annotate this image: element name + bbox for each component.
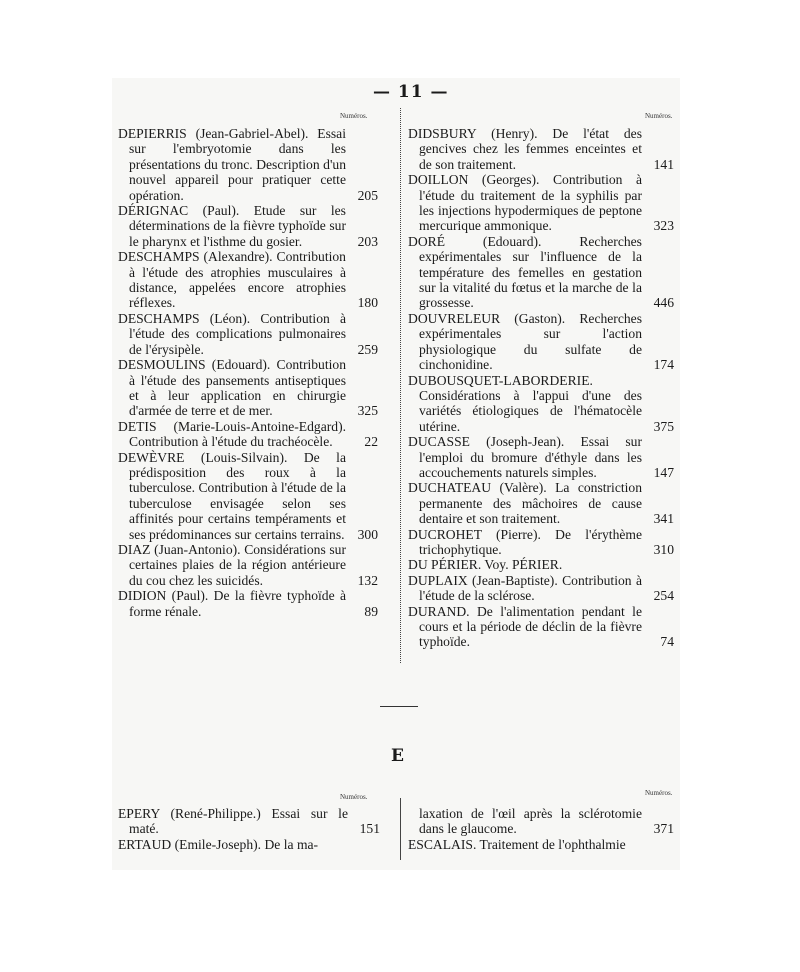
thesis-title: laxation de l'œil après la sclérotomie dans le glaucome.	[419, 806, 642, 837]
thesis-title: Contribution à l'étude de la sclérose.	[419, 572, 642, 604]
cross-reference: Voy. PÉRIER.	[484, 557, 563, 573]
author-name: DU PÉRIER.	[408, 557, 482, 573]
entry-number: 375	[653, 418, 674, 434]
index-entry	[118, 126, 378, 203]
index-entry	[118, 450, 378, 542]
author-name: DETIS (Marie-Louis-Antoine-Edgard).	[118, 418, 346, 434]
index-entry	[118, 311, 378, 357]
thesis-title: Essai sur le maté.	[129, 806, 348, 837]
author-name: DÉRIGNAC (Paul).	[118, 203, 240, 219]
entry-number: 180	[357, 295, 378, 311]
author-name: DESCHAMPS (Alexandre).	[118, 249, 273, 265]
entry-number: 446	[653, 295, 674, 311]
index-entry	[408, 557, 674, 572]
index-entry	[408, 373, 674, 435]
entry-number: 89	[364, 603, 378, 619]
thesis-title: Etude sur les déterminations de la fièvre typhoïde sur le pharynx et l'isthme du gosier.	[129, 203, 346, 249]
thesis-title: De la prédisposition des roux à la tuberculose. Contribution à l'étude de la tuberculose envisagée selon ses affinités pour certains tempéraments et ses prédominances sur certains terrains.	[129, 449, 346, 542]
numeros-label-right-e: Numéros.	[645, 789, 673, 797]
author-name: DUPLAIX (Jean-Baptiste).	[408, 572, 558, 588]
thesis-title: Contribution à l'étude du trachéocèle.	[129, 434, 333, 450]
page-number: — 11 —	[373, 82, 449, 102]
section-separator	[380, 706, 418, 707]
entry-number: 259	[357, 341, 378, 357]
thesis-title: De l'état des gencives chez les femmes enceintes et de son traitement.	[419, 126, 642, 172]
numeros-label-right: Numéros.	[645, 112, 673, 120]
author-name: DUBOUSQUET-LABORDERIE.	[408, 372, 593, 388]
entry-number: 310	[653, 541, 674, 557]
author-name: ERTAUD (Emile-Joseph).	[118, 836, 262, 852]
index-entry	[408, 311, 674, 373]
thesis-title: Considérations à l'appui d'une des variétés étiologiques de l'hématocèle utérine.	[419, 387, 642, 434]
entry-number: 151	[359, 821, 380, 837]
numeros-label-left: Numéros.	[340, 112, 368, 120]
author-name: DURAND.	[408, 603, 470, 619]
numeros-label-left-e: Numéros.	[340, 793, 368, 801]
index-entry	[408, 527, 674, 558]
index-entry	[118, 203, 378, 249]
thesis-title: De la ma-	[264, 836, 319, 852]
author-name: DORÉ (Edouard).	[408, 233, 542, 249]
index-entry	[118, 357, 378, 419]
thesis-title: Contribution à l'étude des atrophies musculaires à distance, appelées encore atrophies réflexes.	[129, 249, 346, 311]
index-entry	[118, 542, 378, 588]
index-entry	[408, 434, 674, 480]
column-divider-e	[400, 798, 401, 860]
author-name: DUCASSE (Joseph-Jean).	[408, 434, 565, 450]
index-entry	[408, 837, 674, 852]
entry-number: 22	[364, 434, 378, 450]
entry-number: 147	[653, 464, 674, 480]
entry-number: 371	[653, 821, 674, 837]
entry-number: 325	[357, 403, 378, 419]
index-entry	[408, 126, 674, 172]
index-entry	[408, 172, 674, 234]
thesis-title: Contribution à l'étude des pansements antiseptiques et à leur application en chirurgie d'armée de terre et de mer.	[129, 357, 346, 419]
index-entry	[408, 480, 674, 526]
author-name: DIDSBURY (Henry).	[408, 126, 538, 141]
thesis-title: Recherches expérimentales sur l'action physiologique du sulfate de cinchonidine.	[419, 310, 642, 373]
index-entry	[118, 419, 378, 450]
author-name: DUCROHET (Pierre).	[408, 526, 541, 542]
section-heading: E	[391, 746, 404, 766]
left-column	[118, 126, 378, 619]
index-entry	[408, 573, 674, 604]
entry-number: 132	[357, 572, 378, 588]
author-name: DUCHATEAU (Valère).	[408, 480, 547, 496]
author-name: DEWÈVRE (Louis-Silvain).	[118, 449, 288, 465]
author-name: DEPIERRIS (Jean-Gabriel-Abel).	[118, 126, 309, 141]
thesis-title: De l'alimentation pendant le cours et la période de déclin de la fièvre typhoïde.	[419, 603, 642, 650]
author-name: DOUVRELEUR (Gaston).	[408, 310, 566, 326]
entry-number: 174	[653, 357, 674, 373]
index-entry	[408, 234, 674, 311]
author-name: EPERY (René-Philippe.)	[118, 806, 261, 821]
index-entry	[118, 837, 380, 852]
e-right-column	[408, 806, 674, 852]
author-name: DIDION (Paul).	[118, 588, 209, 604]
index-entry	[118, 806, 380, 837]
right-column	[408, 126, 674, 650]
thesis-title: Traitement de l'ophthalmie	[479, 836, 626, 852]
index-entry	[408, 604, 674, 650]
index-entry	[118, 249, 378, 311]
entry-number: 141	[653, 156, 674, 172]
thesis-title: Essai sur l'emploi du bromure d'éthyle dans les accouchements naturels simples.	[419, 434, 642, 480]
entry-number: 300	[357, 526, 378, 542]
entry-number: 323	[653, 218, 674, 234]
thesis-title: Contribution à l'étude du traitement de la syphilis par les injections hypodermiques de peptone mercurique ammonique.	[419, 172, 642, 234]
e-left-column	[118, 806, 380, 852]
author-name: ESCALAIS.	[408, 836, 477, 852]
thesis-title: La constriction permanente des mâchoires de cause dentaire et son traitement.	[419, 480, 643, 527]
index-entry	[118, 588, 378, 619]
entry-number: 341	[653, 511, 674, 527]
thesis-title: Contribution à l'étude des complications pulmonaires de l'érysipèle.	[129, 310, 346, 357]
entry-number: 74	[660, 634, 674, 650]
index-entry-continued	[408, 806, 674, 837]
entry-number: 205	[357, 187, 378, 203]
entry-number: 203	[357, 233, 378, 249]
thesis-title: Recherches expérimentales sur l'influence de la température des femelles en gestation sur la vitalité du fœtus et la marche de la grossesse.	[419, 233, 642, 311]
thesis-title: Considérations sur certaines plaies de la région antérieure du cou chez les suicidés.	[129, 541, 346, 588]
thesis-title: De l'érythème trichophytique.	[419, 526, 643, 557]
author-name: DOILLON (Georges).	[408, 172, 540, 188]
thesis-title: Essai sur l'embryotomie dans les présentations du tronc. Description d'un nouvel appareil pour pratiquer cette opération.	[129, 126, 346, 203]
author-name: DIAZ (Juan-Antonio).	[118, 541, 241, 557]
entry-number: 254	[653, 588, 674, 604]
thesis-title: De la fièvre typhoïde à forme rénale.	[129, 588, 347, 619]
column-divider	[400, 108, 401, 663]
author-name: DESMOULINS (Edouard).	[118, 357, 271, 373]
author-name: DESCHAMPS (Léon).	[118, 310, 251, 326]
